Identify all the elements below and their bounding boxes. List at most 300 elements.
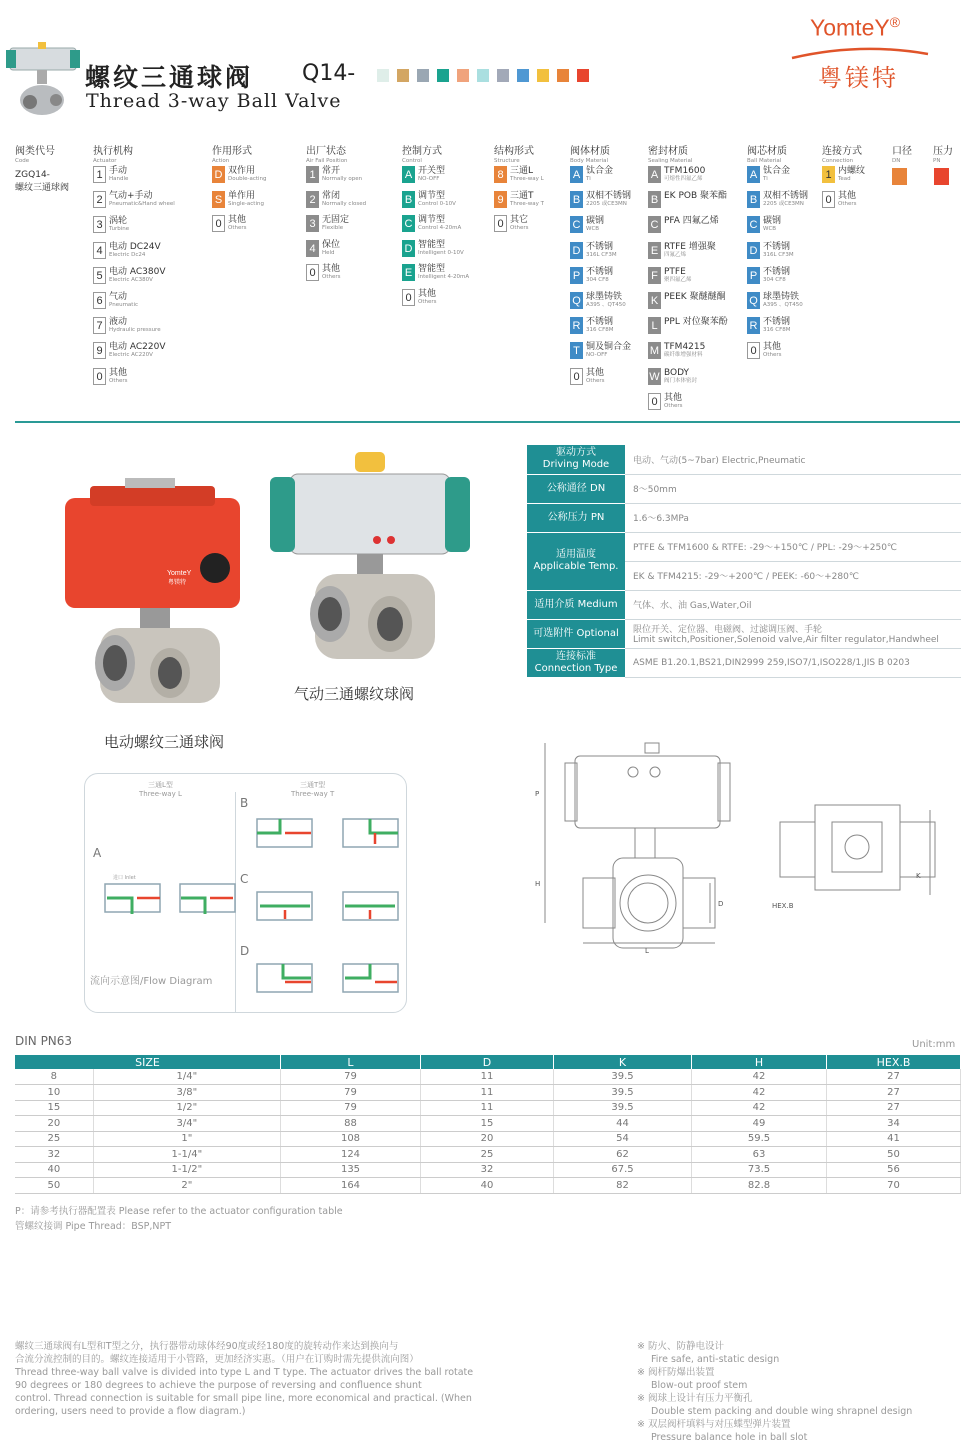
code-label-cn: 双相不锈钢 xyxy=(586,191,632,202)
code-label xyxy=(322,191,366,208)
code-label-cn: 钛合金 xyxy=(763,166,791,176)
code-label xyxy=(763,242,794,259)
dim-header: L xyxy=(281,1055,421,1069)
code-label-en: Three-way T xyxy=(510,200,544,207)
column-header-cn: 口径 xyxy=(892,146,912,157)
dim-cell: 62 xyxy=(554,1147,692,1163)
dim-header: H xyxy=(692,1055,827,1069)
code-label-cn: 其他 xyxy=(763,342,782,353)
code-letter: A xyxy=(648,166,661,183)
dim-header: K xyxy=(554,1055,692,1069)
code-label-en: 聚四氟乙烯 xyxy=(664,276,692,283)
model-swatch xyxy=(577,69,589,82)
column-header-cn: 控制方式 xyxy=(402,146,442,157)
dim-cell: 3/4" xyxy=(93,1116,280,1132)
code-letter: 0 xyxy=(648,393,661,410)
spec-value xyxy=(625,619,961,648)
dim-cell: 50 xyxy=(15,1178,93,1194)
code-option-actuator xyxy=(93,191,175,208)
code-label-cn: 三通T xyxy=(510,190,534,201)
code-option-sealing xyxy=(648,216,719,233)
dim-row xyxy=(15,1162,961,1178)
code-option-sealing xyxy=(648,292,726,309)
svg-text:粤镁特: 粤镁特 xyxy=(168,579,187,586)
feature-cn: ※ 阀球上设计有压力平衡孔 xyxy=(637,1393,753,1404)
code-letter: 0 xyxy=(747,342,760,359)
code-label-cn: 气动 xyxy=(109,292,128,302)
dim-cell: 1/2" xyxy=(93,1100,280,1116)
code-letter: 0 xyxy=(822,191,835,208)
code-letter: B xyxy=(402,191,415,208)
code-letter: B xyxy=(648,191,661,208)
code-label-en: 316 CF8M xyxy=(586,327,614,334)
dimension-table xyxy=(15,1055,961,1194)
dim-cell: 27 xyxy=(827,1085,961,1101)
code-label xyxy=(586,216,604,233)
code-option-structure xyxy=(494,166,544,183)
dim-cell: 70 xyxy=(827,1178,961,1194)
model-swatch xyxy=(497,69,509,82)
code-label xyxy=(418,240,464,257)
code-option-body xyxy=(570,368,604,385)
dim-cell: 1/4" xyxy=(93,1069,280,1085)
column-header xyxy=(648,142,692,165)
code-option-action xyxy=(212,191,264,208)
section-divider xyxy=(15,421,960,423)
dim-cell: 124 xyxy=(281,1147,421,1163)
code-option-airfail xyxy=(306,215,349,232)
code-label xyxy=(322,264,340,281)
code-label xyxy=(664,393,682,410)
code-label-cn: 不锈钢 xyxy=(763,266,791,277)
code-option-body xyxy=(570,317,614,334)
code-label-cn: 不锈钢 xyxy=(586,266,614,277)
code-label-en: 2205 或CE3MN xyxy=(586,201,627,208)
code-option-sealing xyxy=(648,317,728,334)
code-letter: D xyxy=(570,242,583,259)
code-letter: 6 xyxy=(93,292,106,309)
code-label xyxy=(838,191,856,208)
dim-table-unit: Unit:mm xyxy=(912,1039,956,1050)
dim-cell: 20 xyxy=(421,1131,554,1147)
code-label-en: A395 、QT450 xyxy=(586,302,626,308)
code-option-sealing xyxy=(648,242,716,259)
code-label-cn: 三通L xyxy=(510,166,534,176)
code-label-en: Pneumatic xyxy=(109,302,139,308)
code-letter: 0 xyxy=(570,368,583,385)
code-label xyxy=(664,267,692,284)
code-option-actuator xyxy=(93,242,161,259)
code-letter: D xyxy=(747,242,760,259)
spec-value xyxy=(625,648,961,677)
column-header xyxy=(494,142,534,165)
code-label xyxy=(510,191,544,208)
code-label-en: Single-acting xyxy=(228,200,264,207)
code-label-cn: 常闭 xyxy=(322,190,341,201)
dim-cell: 20 xyxy=(15,1116,93,1132)
code-letter: 0 xyxy=(494,215,507,232)
dim-cell: 39.5 xyxy=(554,1069,692,1085)
code-label xyxy=(322,240,340,257)
dimension-drawing-front xyxy=(525,738,745,968)
code-letter: 3 xyxy=(93,216,106,233)
code-label-cn: PPL 对位聚苯酚 xyxy=(664,317,728,328)
code-label xyxy=(109,267,165,284)
code-option-body xyxy=(570,267,613,284)
code-option-ball xyxy=(747,191,808,208)
dim-cell: 1" xyxy=(93,1131,280,1147)
code-option-sealing xyxy=(648,166,705,183)
code-letter: C xyxy=(570,216,583,233)
code-option-control xyxy=(402,264,469,281)
spec-key xyxy=(527,619,625,648)
code-option-sealing xyxy=(648,393,682,410)
column-header-en: Actuator xyxy=(93,158,117,164)
code-letter: A xyxy=(402,166,415,183)
code-label-en: Control 4-20mA xyxy=(418,225,462,231)
code-label xyxy=(109,166,128,183)
code-letter: P xyxy=(747,267,760,284)
svg-text:HEX.B: HEX.B xyxy=(772,902,794,910)
feature-en: Double stem packing and double wing shrapnel design xyxy=(651,1406,913,1417)
code-label-en: Turbine xyxy=(109,226,130,233)
code-label-cn: 不锈钢 xyxy=(586,241,614,252)
code-label xyxy=(586,368,604,385)
code-label-en: 2205 或CE3MN xyxy=(763,201,804,208)
column-header-en: Structure xyxy=(494,158,520,164)
spec-value-line: 1.6～6.3MPa xyxy=(633,514,689,524)
code-label-cn: 智能型 xyxy=(418,264,446,274)
code-label-cn: 调节型 xyxy=(418,190,446,201)
dim-cell: 88 xyxy=(281,1116,421,1132)
spec-table xyxy=(527,445,961,678)
code-label xyxy=(586,191,631,208)
spec-key-cn: 公称通径 DN xyxy=(546,482,606,494)
description-line: Thread three-way ball valve is divided into type L and T type. The actuator drives the ball rotate xyxy=(15,1367,474,1378)
spec-key xyxy=(527,445,625,474)
spec-key-cn: 驱动方式 xyxy=(556,447,596,459)
code-label-en: 可熔性四氟乙烯 xyxy=(664,176,703,182)
code-label-en: NO-OFF xyxy=(418,176,440,182)
code-label-en: Tead xyxy=(838,176,851,182)
feature-en: Fire safe, anti-static design xyxy=(651,1354,780,1365)
svg-text:L: L xyxy=(645,947,649,955)
code-label-cn: 调节型 xyxy=(418,215,446,225)
code-option-connection xyxy=(822,191,856,208)
code-label-en: 304 CF8 xyxy=(586,276,609,283)
code-letter: T xyxy=(570,342,583,359)
column-header xyxy=(570,142,610,165)
spec-row xyxy=(527,503,961,532)
code-label-cn: 手动 xyxy=(109,166,128,176)
code-label xyxy=(664,368,697,385)
column-header-en: Action xyxy=(212,158,230,164)
dim-cell: 8 xyxy=(15,1069,93,1085)
column-header-en: Connection xyxy=(822,158,854,164)
code-label-cn: 液动 xyxy=(109,317,128,328)
code-option-body xyxy=(570,292,626,309)
code-option-ball xyxy=(747,342,781,359)
code-label xyxy=(664,191,727,201)
flow-label-b: B xyxy=(240,796,249,810)
dim-cell: 15 xyxy=(15,1100,93,1116)
code-letter: P xyxy=(570,267,583,284)
code-option-actuator xyxy=(93,317,161,334)
column-header-en: Sealing Material xyxy=(648,158,693,164)
code-label xyxy=(664,317,728,327)
model-prefix: Q14- xyxy=(302,61,356,86)
dim-cell: 11 xyxy=(421,1085,554,1101)
code-letter: C xyxy=(747,216,760,233)
dim-cell: 42 xyxy=(692,1085,827,1101)
code-label-en: Handle xyxy=(109,176,129,182)
code-label xyxy=(418,191,456,208)
dim-cell: 63 xyxy=(692,1147,827,1163)
code-label-en: Three-way L xyxy=(510,176,544,182)
code-label xyxy=(763,166,790,183)
code-label-cn: 其他 xyxy=(228,215,247,225)
dim-row xyxy=(15,1069,961,1085)
code-label-cn: 其他 xyxy=(838,190,857,201)
spec-row xyxy=(527,590,961,619)
feature-en: Pressure balance hole in ball slot xyxy=(651,1432,808,1443)
dim-cell: 79 xyxy=(281,1069,421,1085)
code-option-action xyxy=(212,215,246,232)
code-label-cn: 不锈钢 xyxy=(586,317,614,328)
code-label-en: Others xyxy=(109,377,128,384)
dim-cell: 34 xyxy=(827,1116,961,1132)
code-letter: 2 xyxy=(306,191,319,208)
spec-key-cn: 适用温度 xyxy=(556,549,596,560)
code-label xyxy=(322,215,349,232)
code-label-en: Flexible xyxy=(322,225,344,231)
flow-label-a: A xyxy=(93,846,102,860)
code-letter: 7 xyxy=(93,317,106,334)
pn-box xyxy=(934,168,949,185)
spec-key xyxy=(527,532,625,590)
code-label-en: Electric AC220V xyxy=(109,352,153,359)
code-option-ball xyxy=(747,317,791,334)
code-label-cn: 其他 xyxy=(322,264,341,274)
spec-value xyxy=(625,474,961,503)
code-letter: C xyxy=(648,216,661,233)
spec-key-en: Driving Mode xyxy=(542,459,610,471)
code-label-cn: PTFE xyxy=(664,266,686,277)
code-label-cn: 涡轮 xyxy=(109,216,128,227)
code-letter: 1 xyxy=(822,166,835,183)
model-swatch xyxy=(417,69,429,82)
code-label-en: NO-OFF xyxy=(586,352,608,359)
flow-caption: 流向示意图/Flow Diagram xyxy=(90,976,213,987)
dim-cell: 32 xyxy=(15,1147,93,1163)
page-subtitle: Thread 3-way Ball Valve xyxy=(86,90,342,112)
model-swatch xyxy=(517,69,529,82)
code-label xyxy=(763,267,790,284)
code-label-en: Ti xyxy=(763,176,768,182)
code-option-sealing xyxy=(648,267,692,284)
dim-cell: 32 xyxy=(421,1162,554,1178)
electric-valve-image xyxy=(55,478,265,728)
code-label-cn: 电动 DC24V xyxy=(109,241,161,252)
code-option-structure xyxy=(494,191,544,208)
code-label-en: Hydraulic pressure xyxy=(109,327,161,334)
dim-cell: 11 xyxy=(421,1100,554,1116)
code-label-en: 四氟乙烯 xyxy=(664,251,687,258)
code-label-cn: 常开 xyxy=(322,166,341,176)
description-line: 合流分流控制的目的。螺纹连接适用于小管路，更加经济实惠。（用户在订购时需先提供流向图） xyxy=(15,1354,419,1365)
dim-cell: 59.5 xyxy=(692,1131,827,1147)
code-label-en: WCB xyxy=(763,226,777,233)
code-letter: Q xyxy=(570,292,583,309)
column-header-cn: 密封材质 xyxy=(648,146,688,157)
dim-header: D xyxy=(421,1055,554,1069)
description xyxy=(15,1340,495,1418)
code-option-actuator xyxy=(93,342,165,359)
code-label-cn: 电动 AC220V xyxy=(109,342,166,353)
code-label xyxy=(510,215,528,232)
code-letter: R xyxy=(747,317,760,334)
code-label xyxy=(763,216,781,233)
model-swatch xyxy=(537,69,549,82)
code-letter: D xyxy=(402,240,415,257)
code-label-cn: 铜及铜合金 xyxy=(586,342,632,353)
code-option-connection xyxy=(822,166,865,183)
code-label xyxy=(586,317,614,334)
code-letter: C xyxy=(402,215,415,232)
code-label-en: WCB xyxy=(586,226,600,233)
code-label-en: 316L CF3M xyxy=(586,251,617,258)
code-label-cn: 保位 xyxy=(322,239,341,250)
description-line: control. Thread connection is suitable for small pipe line, more economical and practical. (When xyxy=(15,1393,472,1404)
svg-text:K: K xyxy=(916,872,921,880)
code-option-airfail xyxy=(306,264,340,281)
header-valve-image xyxy=(4,40,82,120)
code-label-en: 304 CF8 xyxy=(763,276,786,283)
dim-cell: 25 xyxy=(421,1147,554,1163)
code-label-cn: TFM1600 xyxy=(664,166,706,176)
code-label-en: 碳纤维增强材料 xyxy=(664,352,703,359)
column-header-en: Ball Material xyxy=(747,158,782,164)
column-header-cn: 出厂状态 xyxy=(306,146,346,157)
spec-key-en: Connection Type xyxy=(534,662,618,674)
dim-cell: 82.8 xyxy=(692,1178,827,1194)
code-label-cn: BODY xyxy=(664,367,690,378)
code-label-en: 阀门本体密封 xyxy=(664,377,698,384)
code-option-actuator xyxy=(93,267,165,284)
dim-cell: 39.5 xyxy=(554,1085,692,1101)
spec-row xyxy=(527,648,961,677)
column-header xyxy=(892,142,912,165)
dim-row xyxy=(15,1085,961,1101)
code-label xyxy=(418,166,445,183)
code-option-structure xyxy=(494,215,528,232)
feature-cn: ※ 双层阀杆填料与对压蝶型弹片装置 xyxy=(637,1419,791,1430)
column-header-cn: 连接方式 xyxy=(822,146,862,157)
dim-header: HEX.B xyxy=(827,1055,961,1069)
column-header-cn: 结构形式 xyxy=(494,146,534,157)
code-label-en: Others xyxy=(838,200,857,207)
code-label-en: Control 0-10V xyxy=(418,200,456,207)
code-option-ball xyxy=(747,267,790,284)
code-label-cn: 不锈钢 xyxy=(763,241,791,252)
spec-value xyxy=(625,503,961,532)
code-label-cn: 不锈钢 xyxy=(763,317,791,328)
code-option-actuator xyxy=(93,216,129,233)
dim-cell: 49 xyxy=(692,1116,827,1132)
code-label xyxy=(586,166,613,183)
code-option-airfail xyxy=(306,191,366,208)
code-label-cn: 球墨铸铁 xyxy=(763,292,800,302)
code-label-cn: 气动+手动 xyxy=(109,191,153,202)
code-letter: 2 xyxy=(93,191,106,208)
code-label-cn: PEEK 聚醚醚酮 xyxy=(664,292,726,302)
code-label-cn: RTFE 增强聚 xyxy=(664,241,716,252)
code-label-en: Electric AC380V xyxy=(109,276,153,283)
spec-key xyxy=(527,474,625,503)
code-letter: Q xyxy=(747,292,760,309)
spec-row xyxy=(527,532,961,561)
code-option-body xyxy=(570,342,631,359)
dim-cell: 27 xyxy=(827,1069,961,1085)
code-label xyxy=(418,289,436,306)
code-label xyxy=(109,191,175,208)
model-swatch xyxy=(557,69,569,82)
dim-row xyxy=(15,1178,961,1194)
spec-key xyxy=(527,648,625,677)
code-option-ball xyxy=(747,292,803,309)
spec-value-line: 气体、水、油 Gas,Water,Oil xyxy=(633,601,752,611)
code-label-en: Pneumatic&Hand wheel xyxy=(109,201,175,208)
dim-cell: 42 xyxy=(692,1100,827,1116)
flow-l-title: 三通L型 Three-way L xyxy=(139,781,182,798)
code-label-cn: 碳钢 xyxy=(586,216,605,227)
column-header-cn: 阀芯材质 xyxy=(747,146,787,157)
dim-cell: 2" xyxy=(93,1178,280,1194)
code-label xyxy=(109,368,127,385)
dim-cell: 67.5 xyxy=(554,1162,692,1178)
description-line: ordering, users need to provide a flow diagram.) xyxy=(15,1406,246,1417)
dim-cell: 42 xyxy=(692,1069,827,1085)
code-option-control xyxy=(402,215,461,232)
code-letter: A xyxy=(570,166,583,183)
code-letter: 1 xyxy=(306,166,319,183)
code-option-body xyxy=(570,242,617,259)
code-label-cn: 其他 xyxy=(109,367,128,378)
note-thread: 管螺纹接调 Pipe Thread：BSP,NPT xyxy=(15,1221,172,1232)
code-label xyxy=(109,242,161,259)
code-label xyxy=(586,267,613,284)
code-letter: S xyxy=(212,191,225,208)
dim-cell: 10 xyxy=(15,1085,93,1101)
svg-text:P: P xyxy=(535,790,540,798)
dim-cell: 15 xyxy=(421,1116,554,1132)
code-letter: R xyxy=(570,317,583,334)
code-letter: 0 xyxy=(212,215,225,232)
code-letter: F xyxy=(648,267,661,284)
dim-cell: 135 xyxy=(281,1162,421,1178)
code-option-sealing xyxy=(648,368,697,385)
code-label xyxy=(418,264,469,281)
code-label-cn: 球墨铸铁 xyxy=(586,292,623,302)
code-label xyxy=(664,242,716,259)
spec-value xyxy=(625,590,961,619)
code-label-en: Others xyxy=(322,274,341,280)
dim-cell: 82 xyxy=(554,1178,692,1194)
svg-text:D: D xyxy=(718,900,724,908)
code-option-ball xyxy=(747,166,790,183)
code-letter: 3 xyxy=(306,215,319,232)
code-option-control xyxy=(402,191,456,208)
